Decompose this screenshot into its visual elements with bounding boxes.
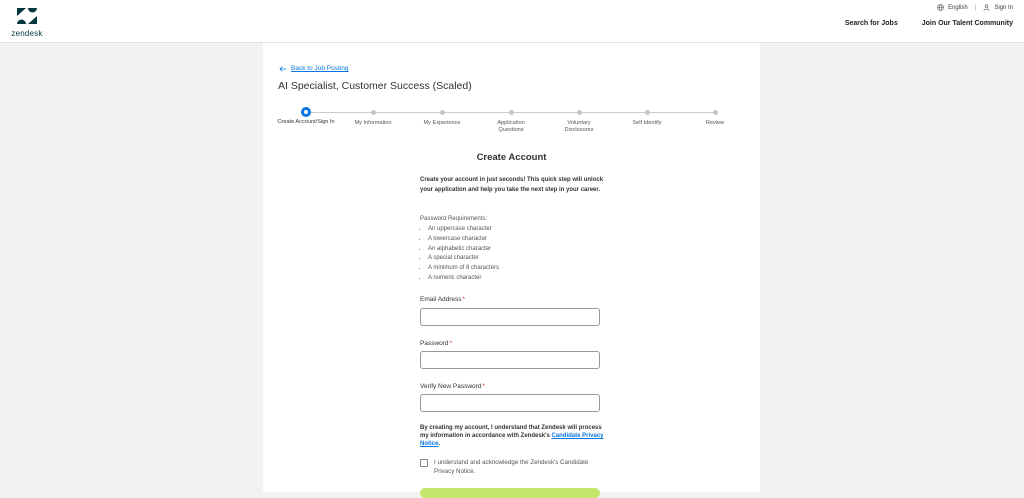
required-marker: *	[462, 296, 466, 303]
logo-text: zendesk	[11, 29, 43, 38]
create-account-button[interactable]	[420, 488, 600, 498]
password-requirements-heading: Password Requirements:	[420, 216, 488, 222]
password-field[interactable]	[420, 351, 600, 369]
divider: |	[974, 4, 977, 11]
site-header	[0, 0, 1024, 43]
main-nav	[845, 20, 1013, 27]
requirement-item: • A numeric character	[428, 274, 499, 284]
talent-community-link[interactable]: Join Our Talent Community	[921, 20, 1013, 27]
utility-links	[937, 4, 1013, 11]
back-link-label: Back to Job Posting	[291, 65, 349, 72]
consent-text	[420, 425, 610, 448]
job-title: AI Specialist, Customer Success (Scaled)	[278, 80, 472, 92]
step-indicator	[440, 110, 445, 115]
email-label	[420, 296, 465, 303]
privacy-notice-link[interactable]: Candidate Privacy Notice	[420, 432, 604, 447]
password-label-text: Password	[420, 340, 449, 347]
requirement-item: • A lowercase character	[428, 235, 499, 245]
verify-password-field[interactable]	[420, 394, 600, 412]
verify-password-label-text: Verify New Password	[420, 383, 482, 390]
intro-text: Create your account in just seconds! This quick step will unlock your application and help you take the next step in your career.	[420, 177, 604, 193]
step-review	[679, 103, 751, 127]
application-card	[263, 43, 760, 492]
acknowledge-label[interactable]: I understand and acknowledge the Zendesk's Candidate Privacy Notice.	[434, 459, 589, 475]
email-label-text: Email Address	[420, 296, 462, 303]
requirement-item: • An alphabetic character	[428, 245, 499, 255]
step-application-questions	[475, 103, 547, 134]
sign-in-link[interactable]: Sign In	[994, 4, 1013, 11]
step-create-account	[270, 103, 342, 126]
consent-body: By creating my account, I understand that Zendesk will process my information in accordance with Zendesk's	[420, 425, 602, 439]
consent-end: .	[438, 440, 441, 447]
zendesk-logo-icon	[17, 8, 37, 24]
form-title: Create Account	[476, 152, 547, 163]
language-selector[interactable]: English	[948, 4, 968, 11]
step-indicator-active	[301, 107, 311, 117]
search-jobs-link[interactable]: Search for Jobs	[844, 20, 898, 27]
globe-icon	[937, 4, 944, 11]
user-icon	[983, 4, 990, 11]
step-indicator	[577, 110, 582, 115]
requirement-item: • An uppercase character	[428, 225, 499, 235]
step-label: Voluntary Disclosures	[564, 120, 594, 133]
step-my-experience	[406, 103, 478, 127]
step-label: My Experience	[423, 120, 461, 126]
step-indicator	[371, 110, 376, 115]
step-my-information	[337, 103, 409, 127]
required-marker: *	[482, 383, 485, 390]
step-indicator	[645, 110, 650, 115]
verify-password-label	[420, 383, 485, 390]
step-indicator	[509, 110, 514, 115]
step-label: My Information	[354, 120, 392, 126]
step-indicator	[713, 110, 718, 115]
requirement-item: • A minimum of 8 characters	[428, 264, 499, 274]
requirement-item: • A special character	[428, 254, 499, 264]
email-field[interactable]	[420, 308, 600, 326]
step-self-identify	[611, 103, 683, 127]
step-label: Application Questions	[497, 120, 525, 133]
application-progress	[263, 103, 760, 143]
required-marker: *	[449, 340, 453, 347]
password-label	[420, 340, 452, 347]
password-requirements-list	[420, 225, 499, 284]
arrow-left-icon	[279, 66, 287, 72]
back-to-job-posting[interactable]	[279, 65, 348, 72]
step-label: Self Identify	[632, 120, 662, 126]
acknowledge-row	[420, 458, 604, 476]
acknowledge-checkbox[interactable]	[420, 459, 428, 467]
zendesk-logo[interactable]	[10, 8, 44, 38]
step-label: Create Account/Sign In	[277, 119, 335, 125]
step-voluntary-disclosures	[543, 103, 615, 134]
step-label: Review	[705, 120, 725, 126]
